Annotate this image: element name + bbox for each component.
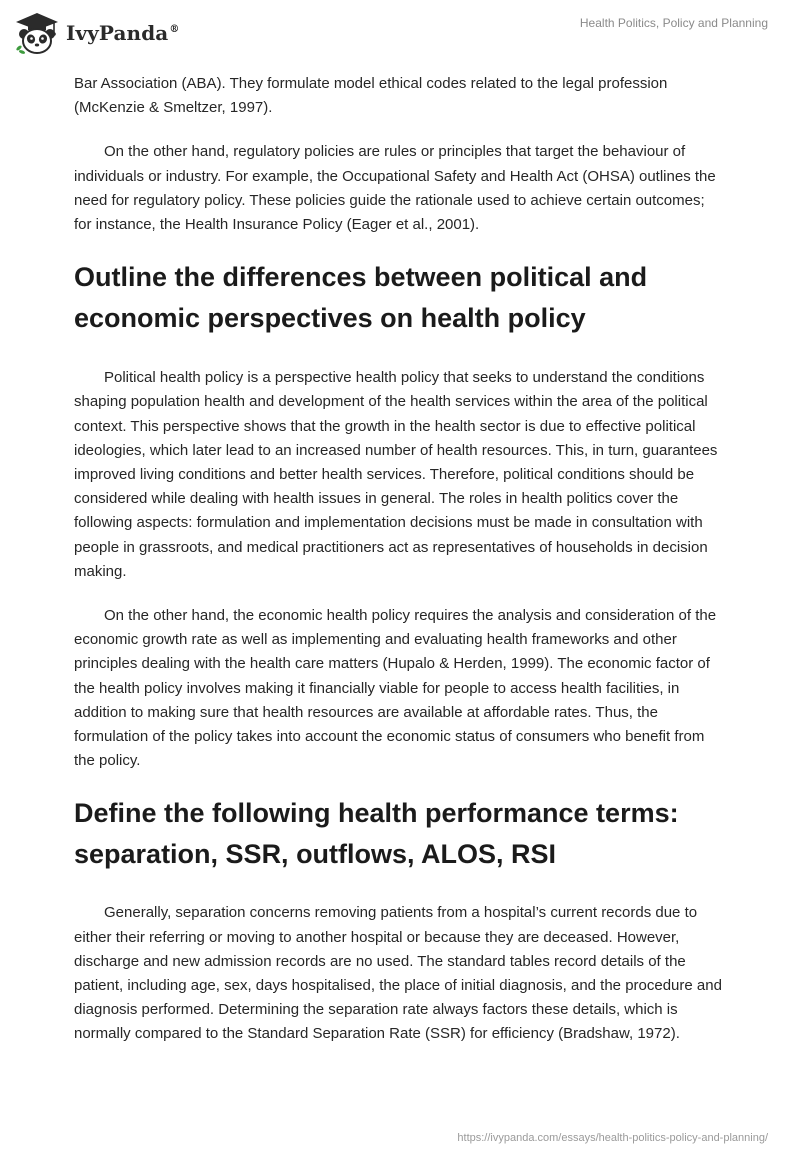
- panda-graduation-cap-icon: [14, 10, 60, 56]
- section-heading-political-economic: Outline the differences between political and economic perspectives on health policy: [74, 262, 648, 334]
- paragraph-1: Bar Association (ABA). They formulate model ethical codes related to the legal profession (McKenzie & Smeltzer, 1997).: [74, 75, 668, 117]
- paragraph-2: On the other hand, regulatory policies are rules or principles that target the behaviour of individuals or industry. For example, the Occupational Safety and Health Act (OHSA) outlines the need for regulatory policy. These policies guide the rationale used to achieve certain outcomes; for instance, the Health Insurance Policy (Eager et al., 2001).: [74, 143, 716, 234]
- document-title: Health Politics, Policy and Planning: [579, 16, 768, 30]
- page-header: [0, 0, 800, 70]
- section-heading-performance-terms: Define the following health performance terms: separation, SSR, outflows, ALOS, RSI: [74, 798, 679, 870]
- ivypanda-logo[interactable]: [14, 10, 179, 56]
- brand-name: IvyPanda®: [66, 21, 180, 45]
- paragraph-3: Political health policy is a perspective health policy that seeks to understand the conditions shaping population health and development of the health services within the area of the political context. This perspective shows that the growth in the health sector is due to effective political ideologies, which later lead to an increased number of health resources. This, in turn, guarantees improved living conditions and better health services. Therefore, political conditions should be considered while dealing with health issues in general. The roles in health politics cover the following aspects: formulation and implementation decisions must be made in consultation with people in grassroots, and medical practitioners act as representatives of households in decision making.: [74, 369, 718, 580]
- essay-content: [74, 72, 724, 1067]
- paragraph-5: Generally, separation concerns removing patients from a hospital’s current records due to either their referring or moving to another hospital or because they are deceased. However, discharge and new admission records are no used. The standard tables record details of the patient, including age, sex, days hospitalised, the place of initial diagnosis, and the procedure and diagnosis performed. Determining the separation rate always factors these details, which is normally compared to the Standard Separation Rate (SSR) for efficiency (Bradshaw, 1972).: [74, 904, 722, 1043]
- registered-mark: ®: [169, 24, 180, 36]
- source-url[interactable]: https://ivypanda.com/essays/health-politics-policy-and-planning/: [457, 1132, 768, 1144]
- paragraph-4: On the other hand, the economic health policy requires the analysis and consideration of the economic growth rate as well as implementing and evaluating health frameworks and other principles dealing with the health care matters (Hupalo & Herden, 1999). The economic factor of the health policy involves making it financially viable for people to access health facilities, in addition to making sure that health resources are available at affordable rates. Thus, the formulation of the policy takes into account the economic status of consumers who benefit from the policy.: [74, 607, 717, 770]
